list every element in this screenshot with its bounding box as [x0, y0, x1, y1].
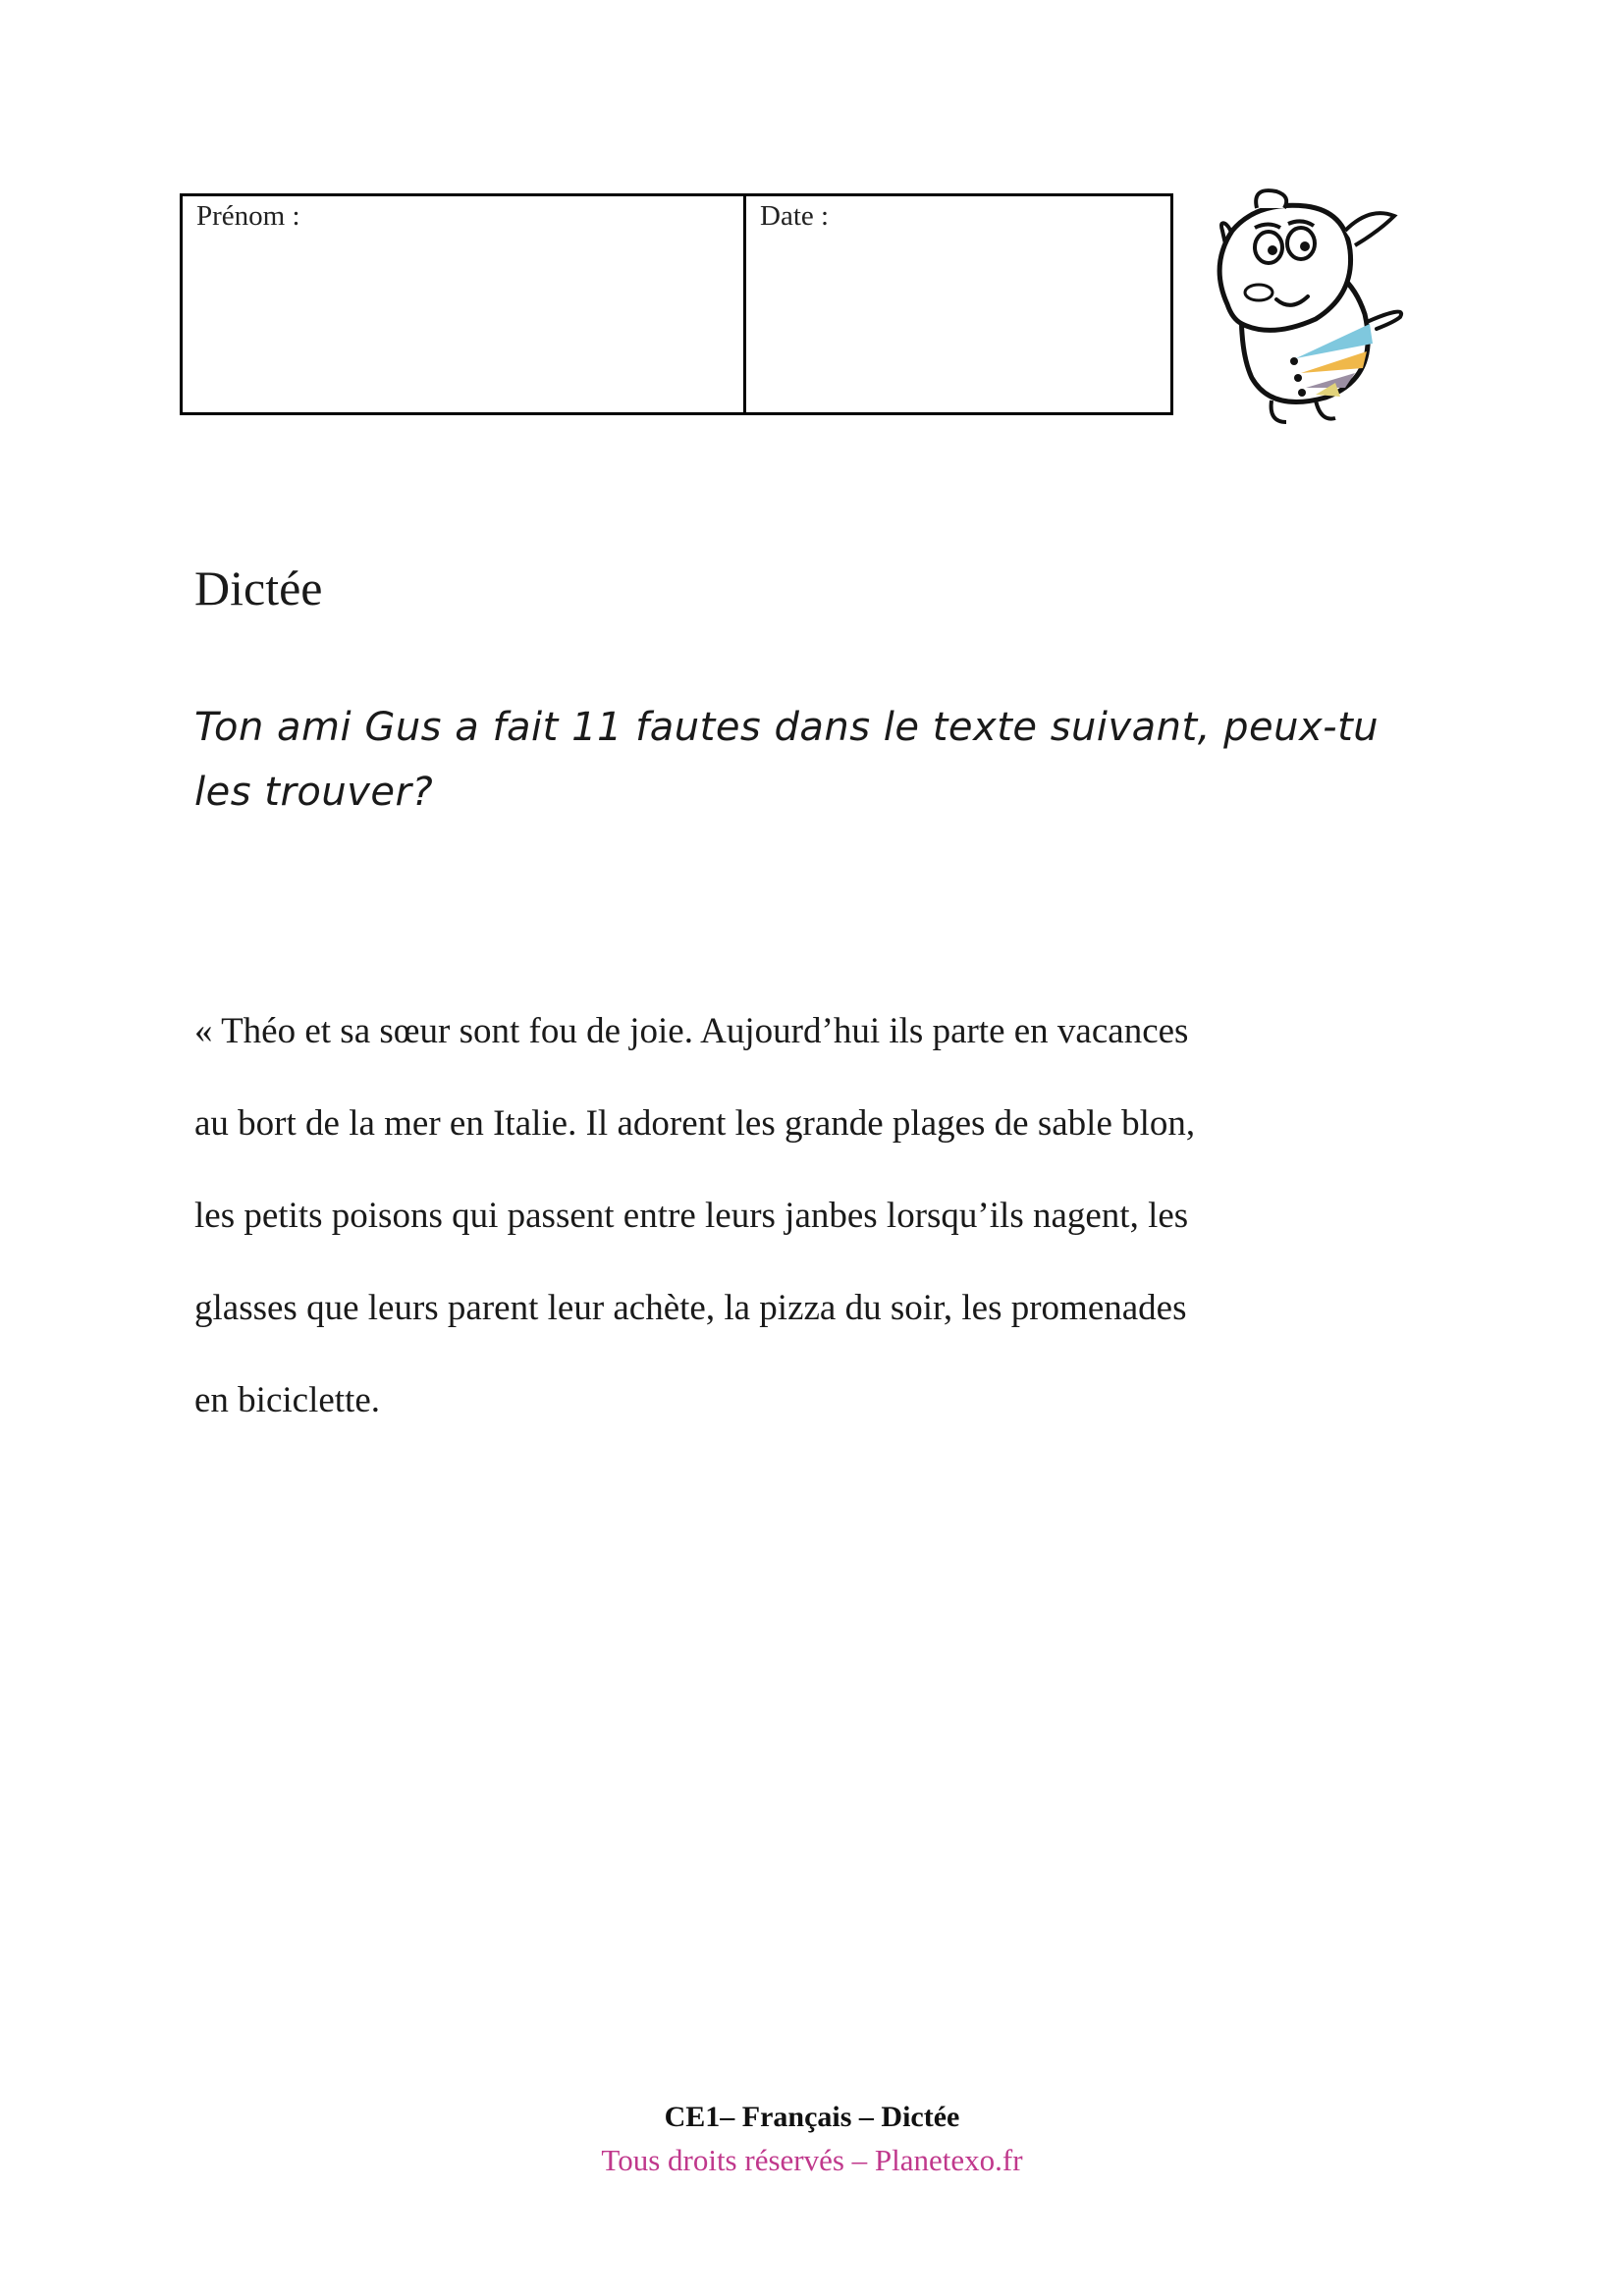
date-field[interactable] — [746, 196, 1170, 412]
date-label: Date : — [760, 200, 830, 232]
dictation-line: au bort de la mer en Italie. Il adorent les grande plages de sable blon, — [194, 1103, 1196, 1144]
prenom-field[interactable] — [183, 196, 746, 412]
name-date-box — [180, 193, 1173, 415]
footer-title: CE1– Français – Dictée — [664, 2101, 960, 2133]
dictation-line: glasses que leurs parent leur achète, la pizza du soir, les promenades — [194, 1288, 1187, 1328]
sheep-mascot-icon — [1198, 187, 1414, 432]
footer-rights: Tous droits réservés – Planetexo.fr — [601, 2143, 1023, 2177]
exercise-instruction: Ton ami Gus a fait 11 fautes dans le texte suivant, peux-tu les trouver? — [194, 705, 1380, 815]
dictation-line: « Théo et sa sœur sont fou de joie. Aujourd’hui ils parte en vacances — [194, 1011, 1189, 1051]
dictation-line: en biciclette. — [194, 1380, 381, 1420]
dictation-text — [194, 999, 1471, 1461]
page-title: Dictée — [194, 561, 323, 615]
dictation-line: les petits poisons qui passent entre leurs janbes lorsqu’ils nagent, les — [194, 1196, 1189, 1236]
prenom-label: Prénom : — [196, 200, 300, 232]
